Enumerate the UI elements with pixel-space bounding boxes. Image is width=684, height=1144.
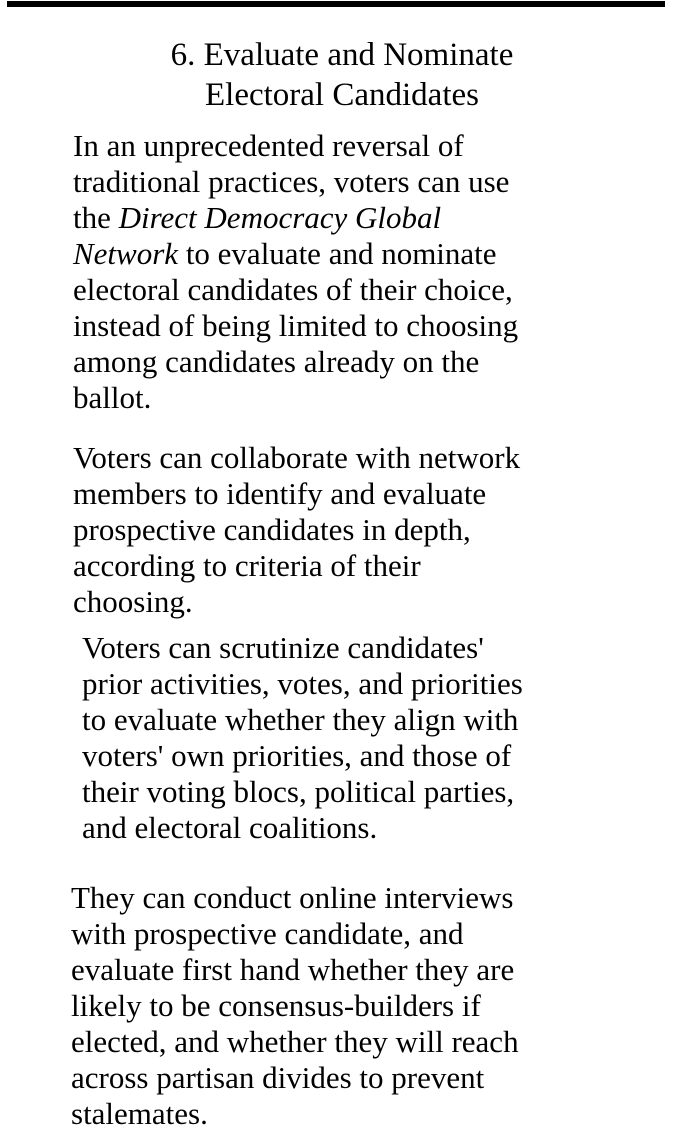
paragraph-4: They can conduct online interviews with prospective candidate, and evaluate first hand whether they are likely to be consensus-builders if elected, and whether they will reach across partisan divides to prevent stalemates. <box>71 880 519 1131</box>
chapter-heading-line-1: 6. Evaluate and Nominate <box>170 37 514 73</box>
page-content <box>0 7 684 1132</box>
body-text <box>73 128 538 1132</box>
paragraph-1 <box>73 128 538 416</box>
paragraph-1-text: In an unprecedented reversal of traditional practices, voters can use the <box>73 128 510 235</box>
paragraph-2: Voters can collaborate with network members to identify and evaluate prospective candidates in depth, according to criteria of their choosing. <box>73 440 521 619</box>
paragraph-3: Voters can scrutinize candidates' prior activities, votes, and priorities to evaluate whether they align with voters' own priorities, and those of their voting blocs, political parties, and electoral coalitions. <box>82 630 523 845</box>
network-name-italic: Direct Democracy Global Network <box>73 200 442 271</box>
paragraph-1-text-after: to evaluate and nominate electoral candidates of their choice, instead of being limited to choosing among candidates already on the ballot. <box>73 236 519 415</box>
chapter-heading-line-2: Electoral Candidates <box>205 77 479 113</box>
chapter-heading <box>24 35 660 115</box>
